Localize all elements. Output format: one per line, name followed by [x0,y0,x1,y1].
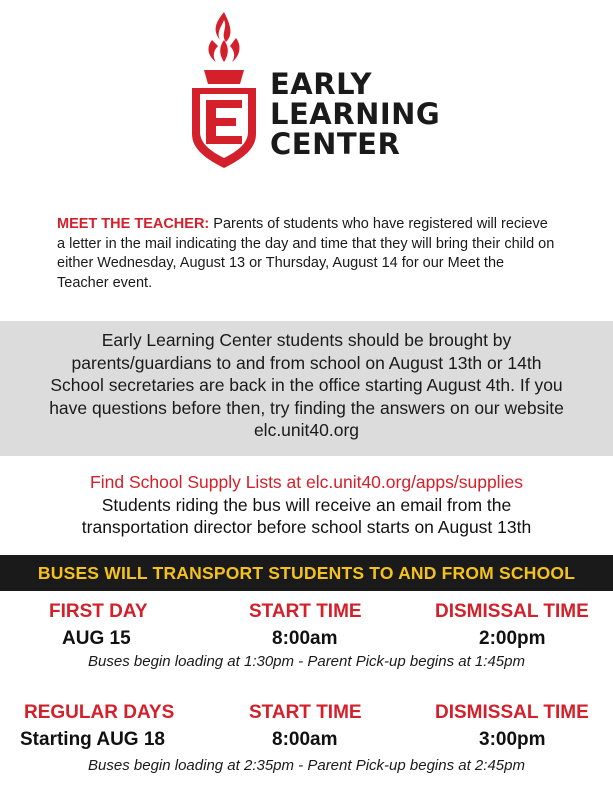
start-time-label: START TIME [249,601,362,622]
notice-line: have questions before then, try finding the answers on our website [49,397,564,418]
start-time-label: START TIME [249,702,362,723]
start-time-value: 8:00am [272,628,338,649]
day-label: REGULAR DAYS [24,702,175,723]
logo-line-2: LEARNING [270,97,441,131]
supplies-section [0,471,613,539]
bus-banner: BUSES WILL TRANSPORT STUDENTS TO AND FROM SCHOOL [0,555,613,591]
dismissal-time-value: 3:00pm [479,729,546,750]
dismissal-time-label: DISMISSAL TIME [435,702,589,723]
meet-the-teacher-heading: MEET THE TEACHER: [57,216,210,232]
notice-line: Early Learning Center students should be brought by [101,330,512,350]
day-value: AUG 15 [62,628,131,649]
bus-email-line: Students riding the bus will receive an email from the [101,494,512,515]
notice-box [0,321,613,456]
dismissal-time-value: 2:00pm [479,628,546,649]
website-link[interactable]: elc.unit40.org [253,420,360,440]
meet-the-teacher-paragraph [57,215,557,293]
bus-email-line: transportation director before school starts on August 13th [81,517,532,537]
logo-line-3: CENTER [270,127,401,161]
dismissal-time-label: DISMISSAL TIME [435,601,589,622]
regular-days-note: Buses begin loading at 2:35pm - Parent Pick-up begins at 2:45pm [88,757,525,774]
logo [0,0,613,200]
first-day-note: Buses begin loading at 1:30pm - Parent Pick-up begins at 1:45pm [88,653,525,670]
start-time-value: 8:00am [272,729,338,750]
meet-the-teacher-body: Parents of students who have registered will recieve a letter in the mail indicating the day and time that they will bring their child on either Wednesday, August 13 or Thursday, August 14 for our Meet the Teacher event. [57,216,555,291]
logo-line-1: EARLY [270,67,373,101]
notice-line: School secretaries are back in the office starting August 4th. If you [50,375,563,395]
notice-line: parents/guardians to and from school on August 13th or 14th [71,352,542,373]
day-label: FIRST DAY [49,601,148,622]
logo-wordmark [270,67,441,161]
day-value: Starting AUG 18 [20,729,165,750]
torch-shield-icon [190,10,262,170]
supply-list-link[interactable]: Find School Supply Lists at elc.unit40.org/apps/supplies [90,472,523,492]
